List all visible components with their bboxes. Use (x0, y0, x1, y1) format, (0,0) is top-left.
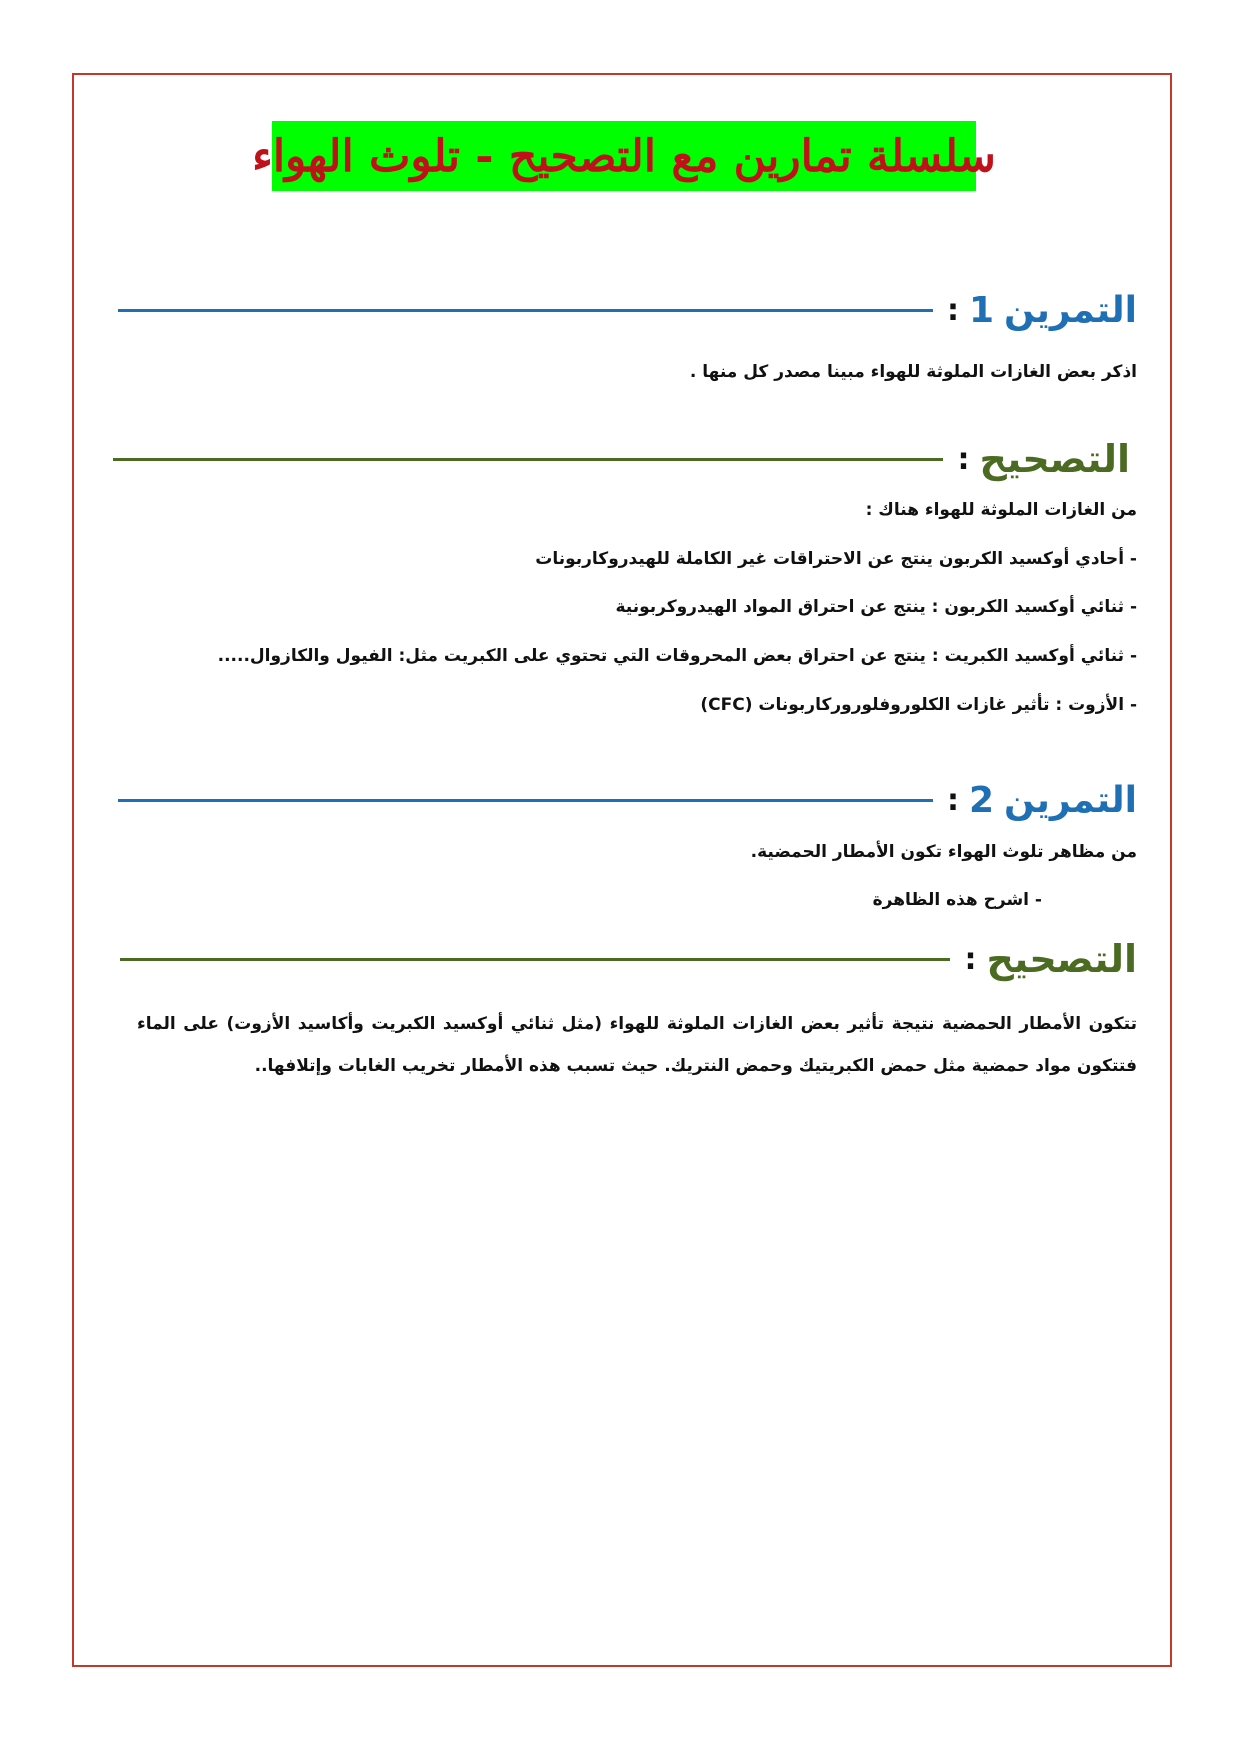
correction-2-paragraph: تتكون الأمطار الحمضية نتيجة تأثير بعض الغازات الملوثة للهواء (مثل ثنائي أوكسيد الكبريت وأكاسيد الأزوت) على الماء فتتكون مواد حمضية مثل حمض الكبريتيك وحمض النتريك. حيث تسبب هذه الأمطار تخريب الغابات وإتلافها.. (137, 1014, 1137, 1076)
exercise-1-question: اذكر بعض الغازات الملوثة للهواء مبينا مصدر كل منها . (689, 362, 1137, 382)
exercise-2-heading (118, 775, 1137, 825)
correction-1-item: - ثنائي أوكسيد الكبريت : ينتج عن احتراق بعض المحروقات التي تحتوي على الكبريت مثل: الفيول والكازوال..... (217, 646, 1137, 666)
correction-1-item: - الأزوت : تأثير غازات الكلوروفلوروركاربونات (CFC) (700, 695, 1137, 715)
correction-1-heading (113, 433, 1130, 485)
exercise-1-rule (118, 309, 933, 312)
exercise-1-heading (118, 285, 1137, 335)
correction-1-colon: : (957, 441, 970, 477)
page-title: سلسلة تمارين مع التصحيح - تلوث الهواء (252, 130, 996, 182)
exercise-2-task: - اشرح هذه الظاهرة (872, 890, 1042, 910)
exercise-2-statement: من مظاهر تلوث الهواء تكون الأمطار الحمضية. (750, 842, 1137, 862)
exercise-1-number: 1 (968, 289, 994, 331)
correction-2-heading (120, 933, 1137, 985)
exercise-2-colon: : (946, 782, 959, 818)
exercise-2-rule (118, 799, 933, 802)
correction-2-rule (120, 958, 950, 961)
correction-1-intro: من الغازات الملوثة للهواء هناك : (865, 500, 1137, 520)
correction-1-item: - أحادي أوكسيد الكربون ينتج عن الاحتراقات غير الكاملة للهيدروكاربونات (535, 549, 1137, 569)
correction-2-colon: : (964, 941, 977, 977)
correction-1-label: التصحيح (979, 437, 1130, 481)
correction-2-label: التصحيح (986, 937, 1137, 981)
correction-1-rule (113, 458, 943, 461)
correction-1-item: - ثنائي أوكسيد الكربون : ينتج عن احتراق المواد الهيدروكربونية (615, 597, 1137, 617)
exercise-2-label: التمرين (1004, 779, 1137, 821)
exercise-1-label: التمرين (1004, 289, 1137, 331)
title-banner (252, 121, 996, 191)
exercise-2-number: 2 (968, 779, 994, 821)
exercise-1-colon: : (946, 292, 959, 328)
